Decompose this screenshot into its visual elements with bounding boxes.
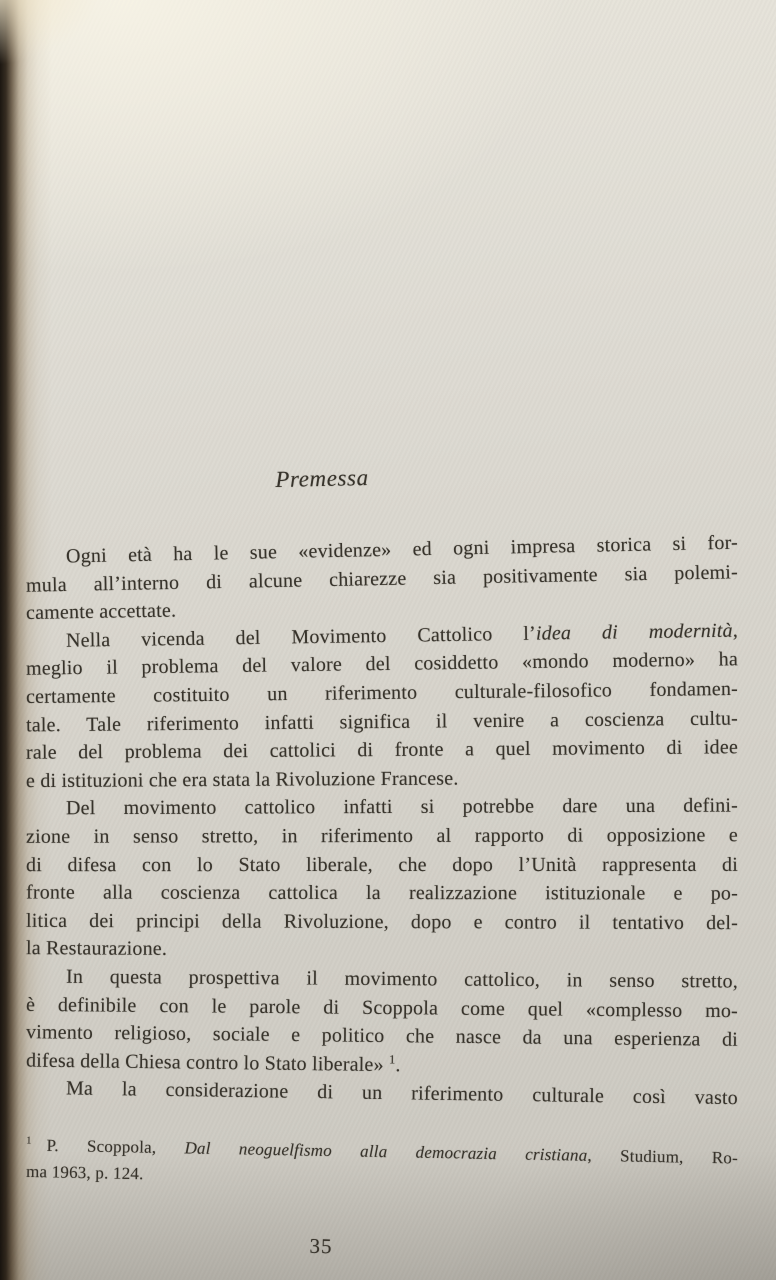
text-run: , xyxy=(732,619,739,642)
text-run: P. Scoppola, xyxy=(46,1135,185,1158)
text-line xyxy=(26,763,738,796)
text-run: Dal neoguelfismo alla democrazia cristiana xyxy=(184,1138,588,1165)
text-run: , Studium, Ro- xyxy=(587,1145,739,1168)
text-run: è definibile con le parole di Scoppola come quel «complesso mo- xyxy=(25,993,739,1022)
text-run: camente accettate. xyxy=(25,599,177,625)
chapter-title: Premessa xyxy=(275,464,369,493)
footnote-ref: 1 xyxy=(26,1135,32,1147)
text-run: In questa prospettiva il movimento cattolico, in senso stretto, xyxy=(65,965,739,993)
text-run: certamente costituito un riferimento culturale-filosofico fondamen- xyxy=(25,677,739,709)
text-run: Ogni età ha le sue «evidenze» ed ogni impresa storica si for- xyxy=(65,531,739,568)
text-run: litica dei principi della Rivoluzione, dopo e contro il tentativo del- xyxy=(25,909,739,934)
text-line xyxy=(26,907,738,938)
text-run: meglio il problema del valore del cosiddetto «mondo moderno» ha xyxy=(25,648,739,681)
text-run: rale del problema dei cattolici di fronte a quel movimento di idee xyxy=(25,736,739,764)
text-run: di difesa con lo Stato liberale, che dopo l’Unità rappresenta di xyxy=(25,853,739,876)
text-run: vimento religioso, sociale e politico che nasce da una esperienza di xyxy=(25,1021,739,1051)
footnote-ref: 1 xyxy=(388,1052,396,1067)
text-line xyxy=(26,792,738,823)
text-run: . xyxy=(395,1053,401,1076)
text-run: mula all’interno di alcune chiarezze sia positivamente sia polemi- xyxy=(25,560,739,597)
text-run: difesa della Chiesa contro lo Stato liberale» xyxy=(25,1049,390,1076)
text-run: ma 1963, p. 124. xyxy=(25,1161,144,1183)
text-run: e di istituzioni che era stata la Rivoluzione Francese. xyxy=(25,767,459,792)
body-text xyxy=(25,531,739,1110)
text-line xyxy=(26,733,738,767)
text-run: fronte alla coscienza cattolica la realizzazione istituzionale e po- xyxy=(25,881,739,905)
text-line xyxy=(26,879,738,909)
text-line xyxy=(26,821,738,851)
text-run: idea di modernità xyxy=(535,619,733,645)
text-run: Nella vicenda del Movimento Cattolico l’ xyxy=(65,622,537,652)
text-run: tale. Tale riferimento infatti significa il venire a coscienza cultu- xyxy=(25,707,739,736)
footnote xyxy=(25,1135,739,1192)
page-content xyxy=(26,0,738,1280)
text-run: Ma la considerazione di un riferimento culturale così vasto xyxy=(65,1077,739,1110)
text-line xyxy=(26,934,738,966)
page-number: 35 xyxy=(309,1233,333,1259)
text-line xyxy=(26,850,738,879)
text-run: la Restaurazione. xyxy=(25,937,168,961)
text-run: Del movimento cattolico infatti si potrebbe dare una defini- xyxy=(65,794,739,820)
text-run: zione in senso stretto, in riferimento al rapporto di opposizione e xyxy=(25,824,739,848)
